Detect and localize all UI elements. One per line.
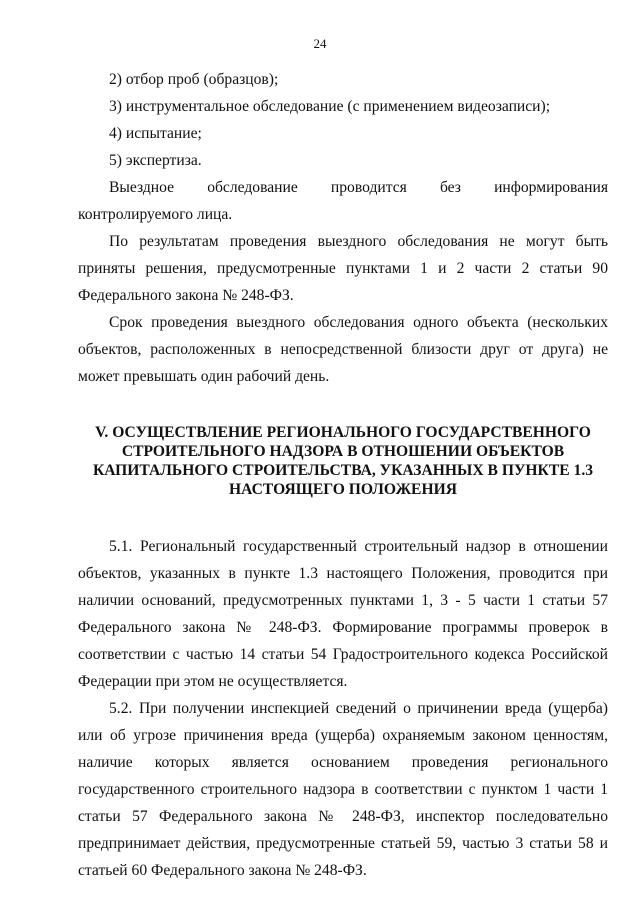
- paragraph: Срок проведения выездного обследования одного объекта (нескольких объектов, расположенных в непосредственной близости друг от друга) не может превышать один рабочий день.: [78, 314, 608, 385]
- list-item: 5) экспертиза.: [109, 152, 202, 169]
- list-item: 3) инструментальное обследование (с применением видеозаписи);: [109, 98, 551, 115]
- page-number: 24: [313, 36, 327, 51]
- section-title: V. ОСУЩЕСТВЛЕНИЕ РЕГИОНАЛЬНОГО ГОСУДАРСТВЕННОГО СТРОИТЕЛЬНОГО НАДЗОРА В ОТНОШЕНИИ ОБЪЕКТОВ КАПИТАЛЬНОГО СТРОИТЕЛЬСТВА, УКАЗАННЫХ В ПУНКТЕ 1.3 НАСТОЯЩЕГО ПОЛОЖЕНИЯ: [92, 424, 594, 498]
- paragraph: 5.1. Региональный государственный строительный надзор в отношении объектов, указанных в пункте 1.3 настоящего Положения, проводится при наличии оснований, предусмотренных пунктами 1, 3 - 5 части 1 статьи 57 Федерального закона № 248-ФЗ. Формирование программы проверок в соответствии с частью 14 статьи 54 Градостроительного кодекса Российской Федерации при этом не осуществляется.: [78, 538, 608, 690]
- paragraph: 5.2. При получении инспекцией сведений о причинении вреда (ущерба) или об угрозе причинения вреда (ущерба) охраняемым законом ценностям, наличие которых является основанием проведения регионального государственного строительного надзора в соответствии с пунктом 1 части 1 статьи 57 Федерального закона № 248-ФЗ, инспектор последовательно предпринимает действия, предусмотренные статьей 59, частью 3 статьи 58 и статьей 60 Федерального закона № 248-ФЗ.: [78, 700, 608, 879]
- list-item: 4) испытание;: [109, 125, 202, 142]
- paragraph: По результатам проведения выездного обследования не могут быть приняты решения, предусмотренные пунктами 1 и 2 части 2 статьи 90 Федерального закона № 248-ФЗ.: [78, 233, 608, 304]
- list-item: 2) отбор проб (образцов);: [109, 71, 279, 88]
- paragraph: Выездное обследование проводится без информирования контролируемого лица.: [78, 179, 608, 223]
- document-body: [78, 66, 608, 884]
